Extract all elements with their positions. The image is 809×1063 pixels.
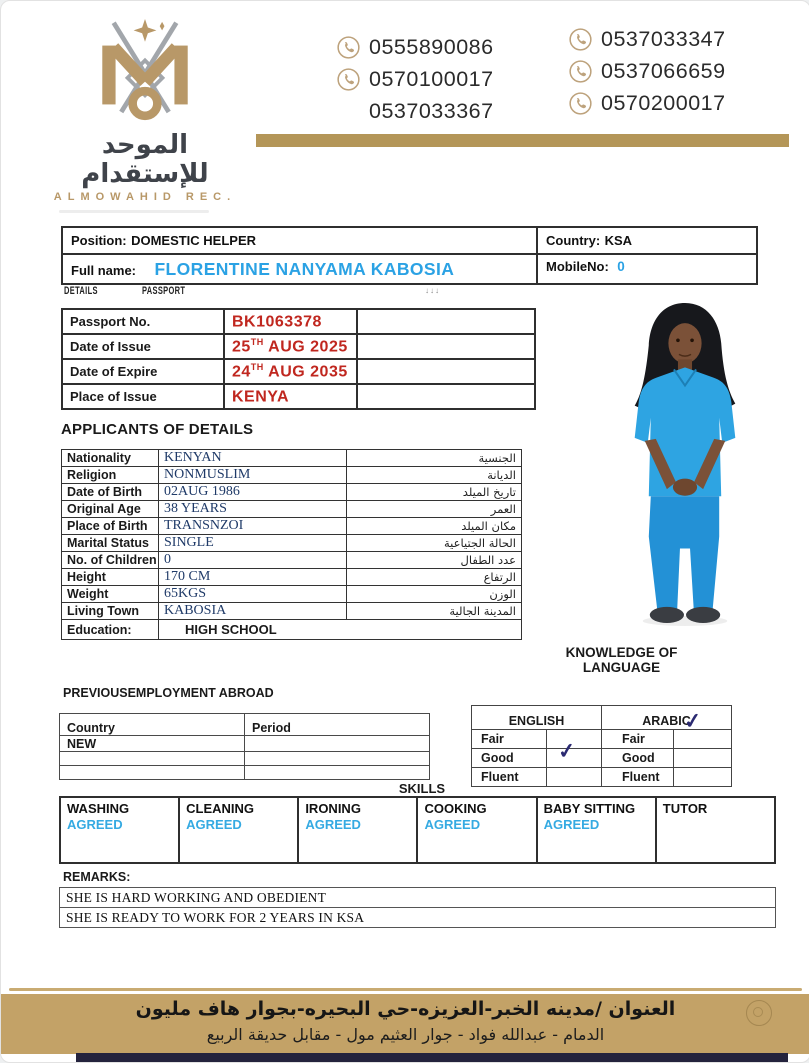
language-row-fair: Fair Fair	[472, 730, 732, 749]
period-header: Period	[245, 714, 430, 736]
footer-accent-line	[9, 988, 802, 991]
arabic-header: ARABIC	[602, 706, 732, 730]
remark-row: SHE IS HARD WORKING AND OBEDIENT	[60, 888, 776, 908]
fullname-label: Full name:	[71, 262, 137, 278]
phone-number: 0570200017	[601, 90, 726, 115]
education-row: Education: HIGH SCHOOL	[62, 620, 522, 640]
skill-cell: COOKING AGREED	[417, 797, 536, 863]
detail-row: Weight 65KGS الوزن	[62, 586, 522, 603]
language-row-fluent: Fluent Fluent	[472, 768, 732, 787]
applicant-details-table	[61, 449, 522, 640]
skill-cell: TUTOR	[656, 797, 775, 863]
phone-row	[569, 58, 726, 84]
phone-row	[337, 98, 494, 124]
sparkle-icon	[160, 22, 165, 31]
phone-icon	[569, 60, 592, 83]
detail-row: No. of Children 0 عدد الطفال	[62, 552, 522, 569]
hands	[673, 479, 697, 496]
phone-icon	[569, 92, 592, 115]
logo-latin-title: ALMOWAHID REC.	[53, 191, 237, 204]
position-value: DOMESTIC HELPER	[131, 232, 257, 248]
phone-list-left	[337, 34, 494, 124]
tab-passport: PASSPORT	[141, 285, 186, 297]
detail-row: Date of Birth 02AUG 1986 تاريخ الميلد	[62, 484, 522, 501]
employment-row	[60, 752, 430, 766]
country-label: Country:	[546, 232, 601, 248]
employment-row	[60, 766, 430, 780]
detail-row: Height 170 CM الرتفاع	[62, 569, 522, 586]
position-label: Position:	[71, 232, 127, 248]
skill-cell: WASHING AGREED	[60, 797, 179, 863]
phone-icon-spacer	[337, 100, 360, 123]
arrow-marks: ↓↓↓	[425, 286, 440, 295]
arabic-fair-checkmark: ✓	[682, 709, 703, 734]
section-tabs	[64, 285, 205, 297]
phone-list-right	[569, 26, 726, 116]
phone-number: 0537033347	[601, 26, 726, 51]
skill-cell: IRONING AGREED	[298, 797, 417, 863]
mobile-value: 0	[617, 259, 625, 274]
previous-employment-heading: PREVIOUSEMPLOYMENT ABROAD	[63, 686, 274, 700]
logo-divider	[59, 210, 209, 213]
applicant-photo-illustration	[604, 297, 766, 627]
header-gold-bar	[256, 134, 789, 147]
phone-number: 0537066659	[601, 58, 726, 83]
logo-monogram-icon	[70, 19, 220, 131]
remarks-table	[59, 887, 776, 928]
phone-number: 0570100017	[369, 66, 494, 91]
skill-cell: CLEANING AGREED	[179, 797, 298, 863]
phone-icon	[337, 68, 360, 91]
phone-number: 0555890086	[369, 34, 494, 59]
employment-table	[59, 713, 430, 780]
skills-heading: SKILLS	[398, 781, 446, 796]
footer-address-line2: الدمام - عبدالله فواد - جوار العثيم مول - مقابل حديقة الربيع	[206, 1025, 605, 1044]
applicant-photo	[604, 297, 766, 627]
detail-row: Nationality KENYAN الجنسية	[62, 450, 522, 467]
mobile-label: MobileNo:	[546, 259, 609, 274]
country-value: KSA	[604, 232, 633, 248]
face	[668, 323, 701, 363]
phone-row	[337, 66, 494, 92]
footer-emblem-icon	[746, 1000, 772, 1026]
shoe	[650, 607, 684, 623]
english-header: ENGLISH	[472, 706, 602, 730]
shoe	[686, 607, 720, 623]
logo-arabic-title: الموحد للإستقدام	[81, 130, 209, 189]
passport-row: Date of Issue 25TH AUG 2025	[62, 334, 535, 359]
phone-row	[569, 26, 726, 52]
sparkle-icon	[134, 19, 157, 42]
remarks-heading: REMARKS:	[63, 870, 131, 884]
passport-row: Date of Expire 24TH AUG 2035	[62, 359, 535, 384]
language-row-good: Good Good	[472, 749, 732, 768]
phone-number: 0537033367	[369, 98, 494, 123]
remark-row: SHE IS READY TO WORK FOR 2 YEARS IN KSA	[60, 908, 776, 928]
phone-row	[569, 90, 726, 116]
detail-row: Place of Birth TRANSNZOI مكان الميلد	[62, 518, 522, 535]
passport-table	[61, 308, 536, 410]
employment-row: NEW	[60, 736, 430, 752]
info-table	[61, 226, 758, 285]
phone-row	[337, 34, 494, 60]
footer-address-line1: العنوان /مدينه الخبر-العزيزه-حي البحيره-بجوار هاف مليون	[135, 998, 676, 1020]
passport-row: Passport No. BK1063378	[62, 309, 535, 334]
detail-row: Original Age 38 YEARS العمر	[62, 501, 522, 518]
detail-row: Religion NONMUSLIM الديانة	[62, 467, 522, 484]
passport-row: Place of Issue KENYA	[62, 384, 535, 409]
applicants-details-heading: APPLICANTS OF DETAILS	[61, 421, 254, 438]
footer-address-band	[1, 994, 809, 1054]
english-good-checkmark: ✓	[556, 739, 577, 764]
country-header: Country	[60, 714, 245, 736]
agency-logo	[39, 19, 251, 203]
scrub-pants	[649, 496, 719, 615]
tab-details: DETAILS	[64, 285, 98, 297]
skills-table	[59, 796, 776, 864]
phone-icon	[569, 28, 592, 51]
knowledge-of-language-heading: KNOWLEDGE OF LANGUAGE	[565, 645, 678, 675]
detail-row: Marital Status SINGLE الحالة الجتياعية	[62, 535, 522, 552]
phone-icon	[337, 36, 360, 59]
skill-cell: BABY SITTING AGREED	[537, 797, 656, 863]
fullname-value: FLORENTINE NANYAMA KABOSIA	[154, 258, 455, 279]
detail-row: Living Town KABOSIA المدينة الجالية	[62, 603, 522, 620]
